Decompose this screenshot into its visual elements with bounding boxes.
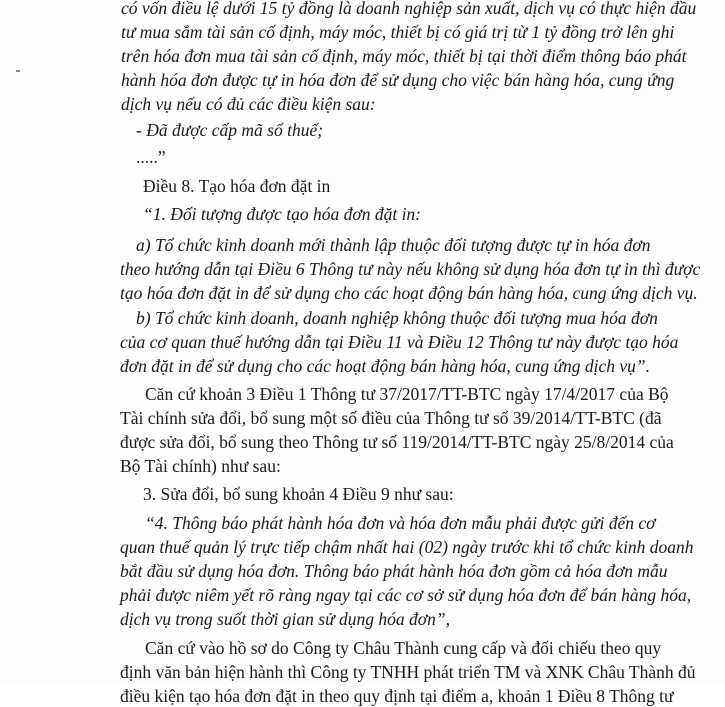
amendment-quote-line-2: quan thuế quản lý trực tiếp chậm nhất hai (02) ngày trước khi tổ chức kinh doanh (120, 537, 694, 557)
intro-line-4: hành hóa đơn được tự in hóa đơn để sử dụng cho việc bán hàng hóa, cung ứng (121, 70, 675, 90)
item-b-line-2: của cơ quan thuế hướng dẫn tại Điều 11 và Điều 12 Thông tư này được tạo hóa (120, 332, 679, 352)
conclusion-line-3: điều kiện tạo hóa đơn đặt in theo quy định tại điểm a, khoản 1 Điều 8 Thông tư (120, 686, 674, 706)
amendment-quote-line-3: bắt đầu sử dụng hóa đơn. Thông báo phát hành hóa đơn gồm cả hóa đơn mẫu (120, 561, 668, 581)
ellipsis-quote: .....” (136, 147, 166, 167)
basis-line-4: Bộ Tài chính) như sau: (120, 456, 281, 476)
basis-line-1: Căn cứ khoản 3 Điều 1 Thông tư 37/2017/TT-BTC ngày 17/4/2017 của Bộ (145, 384, 669, 404)
article-8-title: Điều 8. Tạo hóa đơn đặt in (143, 176, 331, 196)
item-b-line-1: b) Tổ chức kinh doanh, doanh nghiệp không thuộc đối tượng mua hóa đơn (136, 308, 658, 328)
conclusion-line-2: định văn bản hiện hành thì Công ty TNHH phát triển TM và XNK Châu Thành đủ (120, 662, 696, 682)
conclusion-line-1: Căn cứ vào hồ sơ do Công ty Châu Thành cung cấp và đối chiếu theo quy (145, 638, 662, 658)
intro-line-1: có vốn điều lệ dưới 15 tỷ đồng là doanh nghiệp sản xuất, dịch vụ có thực hiện đầu (121, 0, 697, 18)
basis-line-2: Tài chính sửa đổi, bổ sung một số điều của Thông tư số 39/2014/TT-BTC (đã (120, 408, 662, 428)
amendment-quote-line-1: “4. Thông báo phát hành hóa đơn và hóa đơn mẫu phải được gửi đến cơ (145, 513, 656, 533)
item-b-line-3: đơn đặt in để sử dụng cho các hoạt động bán hàng hóa, cung ứng dịch vụ”. (120, 356, 651, 376)
intro-line-2: tư mua sắm tài sản cố định, máy móc, thiết bị có giá trị từ 1 tỷ đồng trở lên ghi (121, 22, 675, 42)
condition-item: - Đã được cấp mã số thuế; (136, 120, 324, 140)
amendment-quote-line-4: phải được niêm yết rõ ràng ngay tại các cơ sở sử dụng hóa đơn để bán hàng hóa, (120, 585, 692, 605)
scan-speck (16, 70, 20, 72)
item-a-line-2: theo hướng dẫn tại Điều 6 Thông tư này nếu không sử dụng hóa đơn tự in thì được (120, 259, 701, 279)
amendment-quote-line-5: dịch vụ trong suốt thời gian sử dụng hóa đơn”, (120, 609, 450, 629)
item-a-line-3: tạo hóa đơn đặt in để sử dụng cho các hoạt động bán hàng hóa, cung ứng dịch vụ. (120, 283, 698, 303)
intro-line-5: dịch vụ nếu có đủ các điều kiện sau: (121, 94, 376, 114)
item-a-line-1: a) Tổ chức kinh doanh mới thành lập thuộc đối tượng được tự in hóa đơn (136, 235, 651, 255)
clause-1-title: “1. Đối tượng được tạo hóa đơn đặt in: (143, 204, 422, 224)
basis-line-3: được sửa đổi, bổ sung theo Thông tư số 119/2014/TT-BTC ngày 25/8/2014 của (120, 432, 674, 452)
intro-line-3: trên hóa đơn mua tài sản cố định, máy móc, thiết bị tại thời điểm thông báo phát (121, 46, 687, 66)
amendment-title: 3. Sửa đổi, bổ sung khoản 4 Điều 9 như sau: (143, 484, 454, 504)
